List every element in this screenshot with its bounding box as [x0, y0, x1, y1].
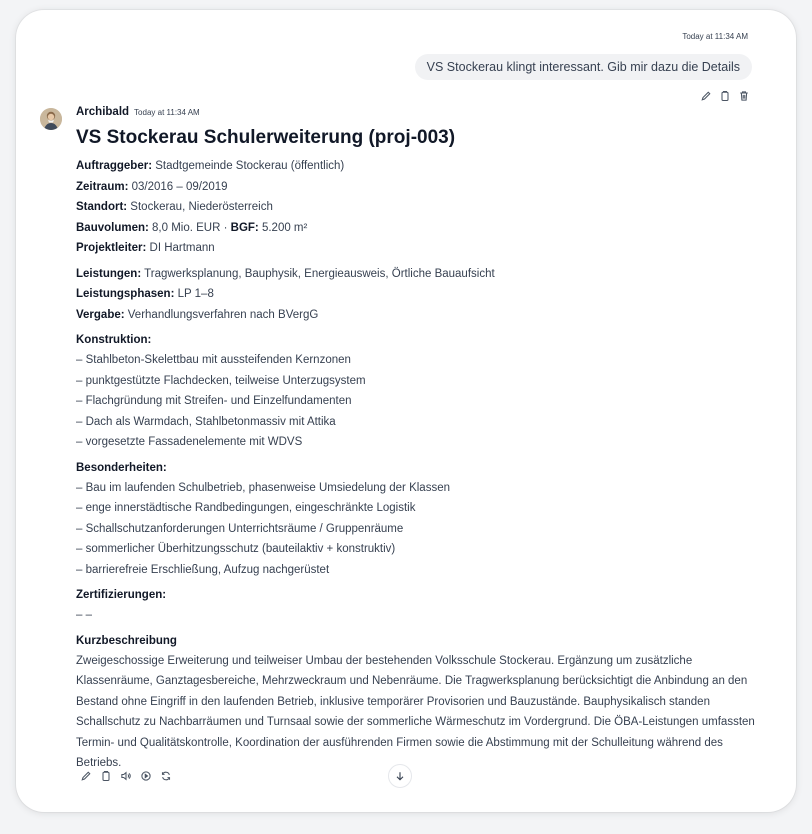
- fact-bauvolumen: [76, 218, 766, 239]
- fact-value: 03/2016 – 09/2019: [128, 180, 228, 193]
- fact-label: Standort:: [76, 201, 128, 213]
- regenerate-icon[interactable]: [160, 770, 172, 782]
- assistant-avatar: [40, 108, 62, 130]
- section-heading-kurzbeschreibung: Kurzbeschreibung: [76, 634, 177, 647]
- chat-card: [16, 10, 796, 812]
- zertifizierungen-value: – –: [76, 609, 92, 621]
- list-item: – Schallschutzanforderungen Unterrichtsräume / Gruppenräume: [76, 522, 404, 535]
- fact-label: Vergabe:: [76, 308, 125, 321]
- scroll-to-bottom-button[interactable]: [388, 764, 412, 788]
- list-item: – Flachgründung mit Streifen- und Einzelfundamenten: [76, 395, 352, 407]
- fact-zeitraum: [76, 177, 766, 198]
- fact-value: 8,0 Mio. EUR ·: [148, 221, 231, 234]
- assistant-message-actions: [80, 770, 172, 782]
- read-aloud-icon[interactable]: [120, 770, 132, 782]
- fact-label: Auftraggeber:: [76, 160, 153, 172]
- project-title: VS Stockerau Schulerweiterung (proj-003): [76, 127, 456, 148]
- fact-value: Verhandlungsverfahren nach BVergG: [124, 308, 319, 321]
- copy-icon[interactable]: [719, 90, 731, 102]
- fact-auftraggeber: [76, 156, 766, 177]
- delete-icon[interactable]: [738, 90, 750, 102]
- list-item: – Stahlbeton-Skelettbau mit aussteifenden Kernzonen: [76, 354, 351, 366]
- fact-value: DI Hartmann: [146, 242, 215, 254]
- user-message-bubble: VS Stockerau klingt interessant. Gib mir dazu die Details: [415, 54, 752, 80]
- kurzbeschreibung-text: Zweigeschossige Erweiterung und teilweiser Umbau der bestehenden Volksschule Stockerau. Ergänzung um zusätzliche Klassenräume, Ganztagesbereiche, Mehrzweckraum und Nebenräume. Die Tragwerksplanung berücksichtigt die Anbindung an den Bestand ohne Eingriff in den laufenden Betrieb, inklusive temporärer Provisorien und Bauzustände. Bauphysikalisch standen Schallschutz zu Nachbarräumen und Turnsaal sowie der sommerliche Wärmeschutz im Vordergrund. Die ÖBA-Leistungen umfassten Termin- und Qualitätskontrolle, Koordination der ausführenden Firmen sowie die Abstimmung mit der Schulleitung während des Betriebs.: [76, 654, 755, 770]
- fact-value: 5.200 m²: [258, 221, 308, 234]
- user-message-timestamp: Today at 11:34 AM: [682, 32, 748, 41]
- assistant-name: Archibald: [76, 106, 130, 118]
- fact-label: BGF:: [230, 221, 259, 234]
- edit-icon[interactable]: [700, 90, 712, 102]
- list-item: – sommerlicher Überhitzungsschutz (bauteilaktiv + konstruktiv): [76, 543, 396, 555]
- section-heading-konstruktion: Konstruktion:: [76, 334, 152, 346]
- fact-leistungsphasen: [76, 284, 766, 305]
- fact-leistungen: [76, 264, 766, 285]
- copy-icon[interactable]: [100, 770, 112, 782]
- fact-label: Bauvolumen:: [76, 221, 149, 234]
- fact-label: Leistungen:: [76, 267, 142, 280]
- continue-icon[interactable]: [140, 770, 152, 782]
- list-item: – vorgesetzte Fassadenelemente mit WDVS: [76, 436, 303, 448]
- fact-value: Stockerau, Niederösterreich: [127, 201, 273, 213]
- assistant-timestamp: Today at 11:34 AM: [134, 108, 200, 117]
- fact-label: Leistungsphasen:: [76, 288, 175, 300]
- list-item: – Dach als Warmdach, Stahlbetonmassiv mit Attika: [76, 415, 336, 428]
- list-item: – Bau im laufenden Schulbetrieb, phasenweise Umsiedelung der Klassen: [76, 481, 450, 494]
- assistant-message-header: [76, 106, 766, 122]
- fact-standort: [76, 197, 766, 218]
- fact-value: Tragwerksplanung, Bauphysik, Energieausweis, Örtliche Bauaufsicht: [141, 267, 495, 280]
- fact-value: LP 1–8: [174, 288, 214, 300]
- list-item: – barrierefreie Erschließung, Aufzug nachgerüstet: [76, 563, 330, 576]
- edit-icon[interactable]: [80, 770, 92, 782]
- section-heading-zertifizierungen: Zertifizierungen:: [76, 589, 167, 601]
- fact-vergabe: [76, 305, 766, 326]
- section-heading-besonderheiten: Besonderheiten:: [76, 461, 167, 474]
- user-message-actions: [700, 90, 750, 102]
- fact-value: Stadtgemeinde Stockerau (öffentlich): [152, 160, 345, 172]
- assistant-message: [76, 106, 766, 774]
- fact-label: Projektleiter:: [76, 242, 147, 254]
- list-item: – enge innerstädtische Randbedingungen, eingeschränkte Logistik: [76, 502, 416, 514]
- fact-label: Zeitraum:: [76, 180, 129, 193]
- fact-projektleiter: [76, 238, 766, 259]
- arrow-down-icon: [394, 770, 406, 782]
- list-item: – punktgestützte Flachdecken, teilweise Unterzugsystem: [76, 374, 366, 387]
